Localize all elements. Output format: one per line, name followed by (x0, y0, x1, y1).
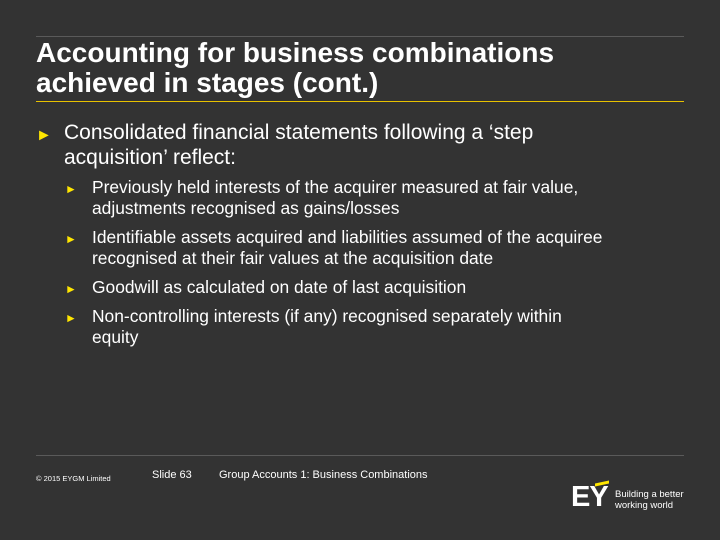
main-bullet (36, 120, 684, 170)
sub-bullet-line: Previously held interests of the acquirer measured at fair value, (92, 177, 579, 197)
logo-tagline-line: working world (615, 499, 674, 511)
bullet-arrow-icon: ► (65, 311, 77, 325)
bullet-arrow-icon: ► (65, 232, 77, 246)
bullet-arrow-icon: ► (36, 127, 52, 144)
slide-title-line: Accounting for business combinations (36, 37, 555, 68)
sub-bullet (36, 227, 684, 269)
logo-wordmark: EY (571, 481, 608, 513)
sub-bullet-line: equity (92, 327, 139, 347)
bullet-arrow-icon: ► (65, 182, 77, 196)
ey-logo (571, 482, 691, 512)
slide-title-line: achieved in stages (cont.) (36, 67, 379, 98)
logo-tagline-line: Building a better (615, 489, 684, 500)
title-underline (36, 101, 684, 102)
copyright-text: © 2015 EYGM Limited (36, 474, 111, 483)
main-bullet-line: Consolidated financial statements following a ‘step (64, 121, 534, 144)
slide-number: Slide 63 (152, 469, 192, 481)
sub-bullet (36, 277, 684, 298)
bullet-arrow-icon: ► (65, 282, 77, 296)
sub-bullet-line: Goodwill as calculated on date of last acquisition (92, 277, 467, 297)
footer-divider (36, 455, 684, 456)
sub-bullet-list (36, 177, 684, 348)
slide-body (36, 120, 684, 356)
sub-bullet-line: recognised at their fair values at the acquisition date (92, 248, 494, 268)
sub-bullet (36, 306, 684, 348)
presentation-title: Group Accounts 1: Business Combinations (219, 469, 428, 481)
sub-bullet-line: Non-controlling interests (if any) recognised separately within (92, 306, 562, 326)
slide-title (36, 38, 684, 98)
main-bullet-line: acquisition’ reflect: (64, 146, 236, 169)
logo-tagline (615, 490, 684, 511)
sub-bullet (36, 177, 684, 219)
sub-bullet-line: adjustments recognised as gains/losses (92, 198, 400, 218)
sub-bullet-line: Identifiable assets acquired and liabilities assumed of the acquiree (92, 227, 603, 247)
